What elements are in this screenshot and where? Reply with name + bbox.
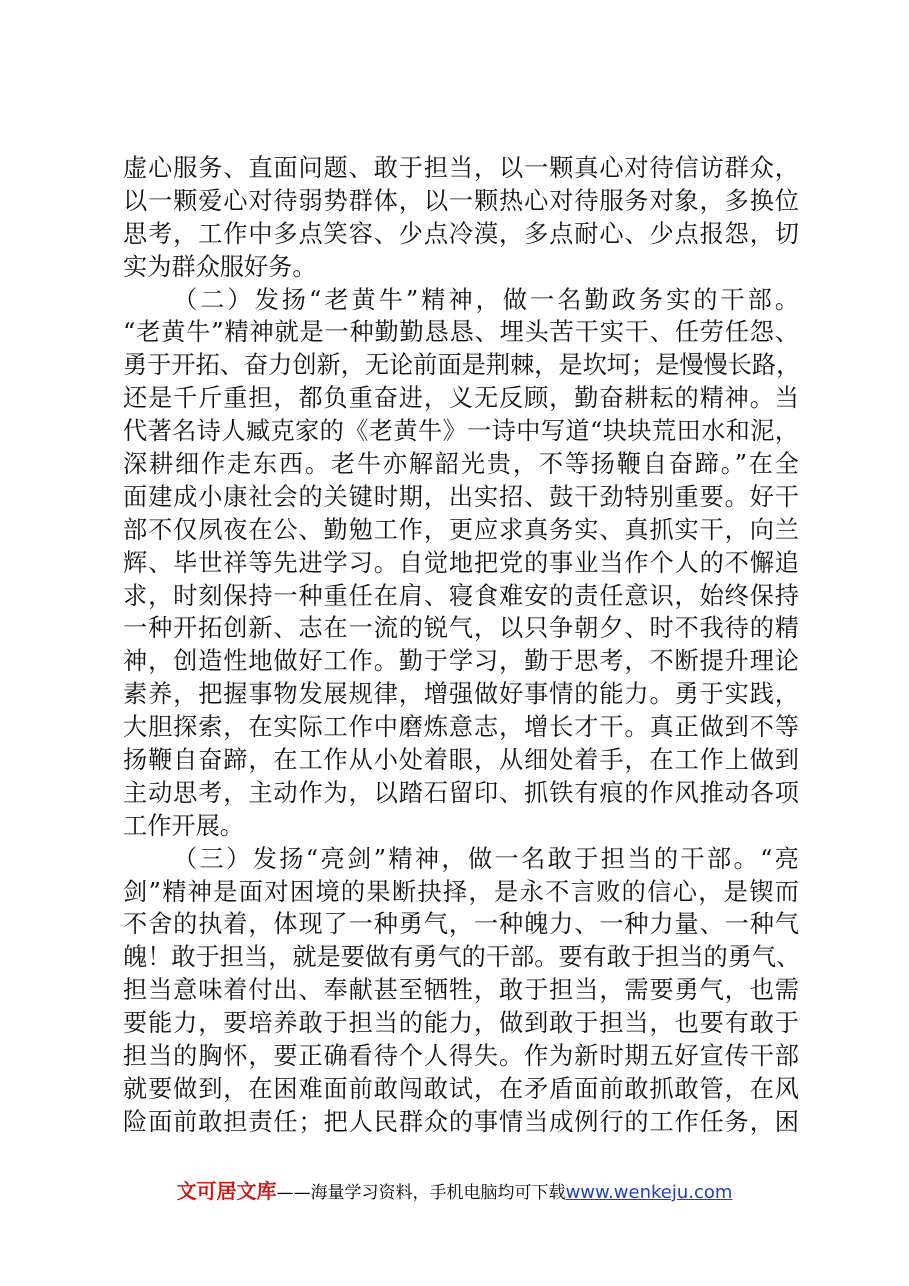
text-line: 素养，把握事物发展规律，增强做好事情的能力。勇于实践， [123, 680, 799, 709]
brand-name: 文可居文库 [176, 1179, 277, 1203]
text-line: 求，时刻保持一种重任在肩、寝食难安的责任意识，始终保持 [123, 581, 799, 610]
text-line: 神，创造性地做好工作。勤于学习，勤于思考，不断提升理论 [123, 647, 799, 676]
website-link[interactable]: www.wenkeju.com [565, 1182, 733, 1203]
text-line: 思考，工作中多点笑容、少点冷漠，多点耐心、少点报怨，切 [123, 219, 799, 248]
text-line: 深耕细作走东西。老牛亦解韶光贵，不等扬鞭自奋蹄。”在全 [123, 450, 799, 479]
text-line: 辉、毕世祥等先进学习。自觉地把党的事业当作个人的不懈追 [123, 548, 799, 577]
text-line: 一种开拓创新、志在一流的锐气，以只争朝夕、时不我待的精 [123, 614, 799, 643]
text-line: 虚心服务、直面问题、敢于担当，以一颗真心对待信访群众， [123, 154, 799, 182]
text-line: 剑”精神是面对困境的果断抉择，是永不言败的信心，是锲而 [123, 877, 799, 906]
text-line: 工作开展。 [123, 811, 244, 840]
text-line: 代著名诗人臧克家的《老黄牛》一诗中写道“块块荒田水和泥， [123, 417, 799, 446]
section-heading-2: （二）发扬“老黄牛”精神，做一名勤政务实的干部。 [173, 285, 799, 314]
text-line: 担当的胸怀，要正确看待个人得失。作为新时期五好宣传干部 [123, 1042, 799, 1071]
text-line: 主动思考，主动作为，以踏石留印、抓铁有痕的作风推动各项 [123, 778, 799, 807]
text-line: 担当意味着付出、奉献甚至牺牲，敢于担当，需要勇气，也需 [123, 976, 799, 1005]
text-line: 就要做到，在困难面前敢闯敢试，在矛盾面前敢抓敢管，在风 [123, 1074, 799, 1103]
text-line: 险面前敢担责任；把人民群众的事情当成例行的工作任务，困 [123, 1107, 799, 1136]
text-line: 勇于开拓、奋力创新，无论前面是荆棘，是坎坷；是慢慢长路， [123, 351, 801, 380]
text-line: 不舍的执着，体现了一种勇气，一种魄力、一种力量、一种气 [123, 910, 799, 939]
text-line: 以一颗爱心对待弱势群体，以一颗热心对待服务对象，多换位 [123, 186, 799, 215]
text-line: “老黄牛”精神就是一种勤勤恳恳、埋头苦干实干、任劳任怨、 [123, 318, 799, 347]
footer-tagline: ——海量学习资料，手机电脑均可下载 [276, 1183, 566, 1203]
text-line: 要能力，要培养敢于担当的能力，做到敢于担当，也要有敢于 [123, 1009, 799, 1038]
document-body [123, 152, 799, 1139]
page-footer [0, 1175, 909, 1204]
text-line: 实为群众服好务。 [123, 252, 317, 281]
section-heading-3: （三）发扬“亮剑”精神，做一名敢于担当的干部。“亮 [173, 844, 799, 873]
text-line: 部不仅夙夜在公、勤勉工作，更应求真务实、真抓实干，向兰 [123, 515, 799, 544]
text-line: 扬鞭自奋蹄，在工作从小处着眼，从细处着手，在工作上做到 [123, 746, 799, 775]
text-line: 魄！敢于担当，就是要做有勇气的干部。要有敢于担当的勇气、 [123, 943, 801, 972]
text-line: 还是千斤重担，都负重奋进，义无反顾，勤奋耕耘的精神。当 [123, 384, 799, 413]
text-line: 大胆探索，在实际工作中磨炼意志，增长才干。真正做到不等 [123, 713, 799, 742]
text-line: 面建成小康社会的关键时期，出实招、鼓干劲特别重要。好干 [123, 482, 799, 511]
